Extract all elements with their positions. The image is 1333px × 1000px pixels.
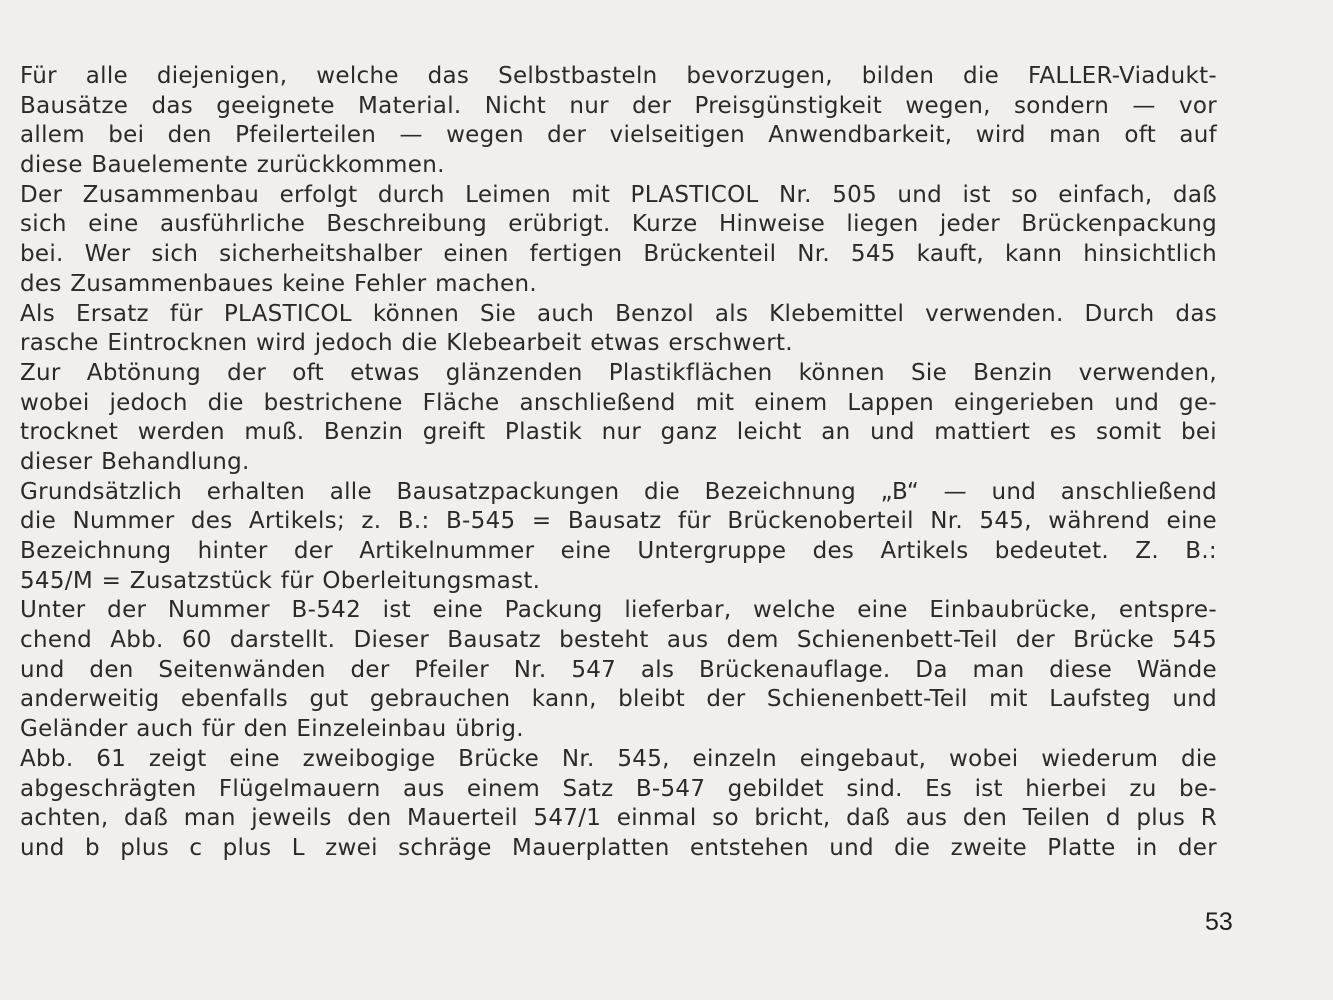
text-line: achten, daß man jeweils den Mauerteil 547/1 einmal so bricht, daß aus den Teilen d plus R (20, 805, 1217, 832)
text-line: sich eine ausführliche Beschreibung erübrigt. Kurze Hinweise liegen jeder Brückenpackung (20, 211, 1217, 238)
text-line: die Nummer des Artikels; z. B.: B-545 = Bausatz für Brückenoberteil Nr. 545, während eine (20, 508, 1217, 535)
paragraph-3 (20, 300, 1217, 359)
paragraph-5 (20, 478, 1217, 597)
text-line: trocknet werden muß. Benzin greift Plastik nur ganz leicht an und mattiert es somit bei (20, 419, 1217, 446)
text-line: wobei jedoch die bestrichene Fläche anschließend mit einem Lappen eingerieben und ge- (20, 389, 1217, 416)
page-number: 53 (1205, 908, 1233, 936)
text-line: Bezeichnung hinter der Artikelnummer eine Untergruppe des Artikels bedeutet. Z. B.: (20, 538, 1217, 564)
text-line: und b plus c plus L zwei schräge Mauerplatten entstehen und die zweite Platte in der (20, 834, 1217, 861)
text-line: abgeschrägten Flügelmauern aus einem Satz B-547 gebildet sind. Es ist hierbei zu be- (20, 775, 1217, 802)
text-line: Zur Abtönung der oft etwas glänzenden Plastikflächen können Sie Benzin verwenden, (20, 359, 1217, 386)
text-line: bei. Wer sich sicherheitshalber einen fertigen Brückenteil Nr. 545 kauft, kann hinsichtlich (20, 241, 1217, 268)
text-line: Für alle diejenigen, welche das Selbstbasteln bevorzugen, bilden die FALLER-Viadukt- (20, 63, 1217, 89)
text-line: Grundsätzlich erhalten alle Bausatzpackungen die Bezeichnung „B“ — und anschließend (20, 478, 1217, 505)
paragraph-2 (20, 181, 1217, 300)
text-line: allem bei den Pfeilerteilen — wegen der vielseitigen Anwendbarkeit, wird man oft auf (20, 122, 1217, 149)
paragraph-7 (20, 745, 1217, 864)
paragraph-4 (20, 359, 1217, 478)
document-body (20, 62, 1217, 864)
text-line: Geländer auch für den Einzeleinbau übrig. (20, 716, 524, 743)
text-line: und den Seitenwänden der Pfeiler Nr. 547 als Brückenauflage. Da man diese Wände (20, 656, 1217, 683)
paragraph-6 (20, 596, 1217, 744)
text-line: Abb. 61 zeigt eine zweibogige Brücke Nr. 545, einzeln eingebaut, wobei wiederum die (20, 745, 1217, 772)
text-line: diese Bauelemente zurückkommen. (20, 152, 445, 179)
text-line: des Zusammenbaues keine Fehler machen. (20, 270, 537, 297)
text-line: Unter der Nummer B-542 ist eine Packung lieferbar, welche eine Einbaubrücke, entspre- (20, 597, 1217, 624)
text-line: rasche Eintrocknen wird jedoch die Klebearbeit etwas erschwert. (20, 330, 793, 357)
text-line: chend Abb. 60 darstellt. Dieser Bausatz besteht aus dem Schienenbett-Teil der Brücke 545 (20, 627, 1217, 654)
text-line: Bausätze das geeignete Material. Nicht nur der Preisgünstigkeit wegen, sondern — vor (20, 92, 1217, 119)
text-line: anderweitig ebenfalls gut gebrauchen kann, bleibt der Schienenbett-Teil mit Laufsteg und (20, 686, 1217, 713)
text-line: dieser Behandlung. (20, 448, 250, 475)
text-line: Als Ersatz für PLASTICOL können Sie auch Benzol als Klebemittel verwenden. Durch das (20, 300, 1217, 327)
text-line: Der Zusammenbau erfolgt durch Leimen mit PLASTICOL Nr. 505 und ist so einfach, daß (20, 181, 1217, 208)
paragraph-1 (20, 62, 1217, 181)
text-line: 545/M = Zusatzstück für Oberleitungsmast. (20, 567, 541, 594)
